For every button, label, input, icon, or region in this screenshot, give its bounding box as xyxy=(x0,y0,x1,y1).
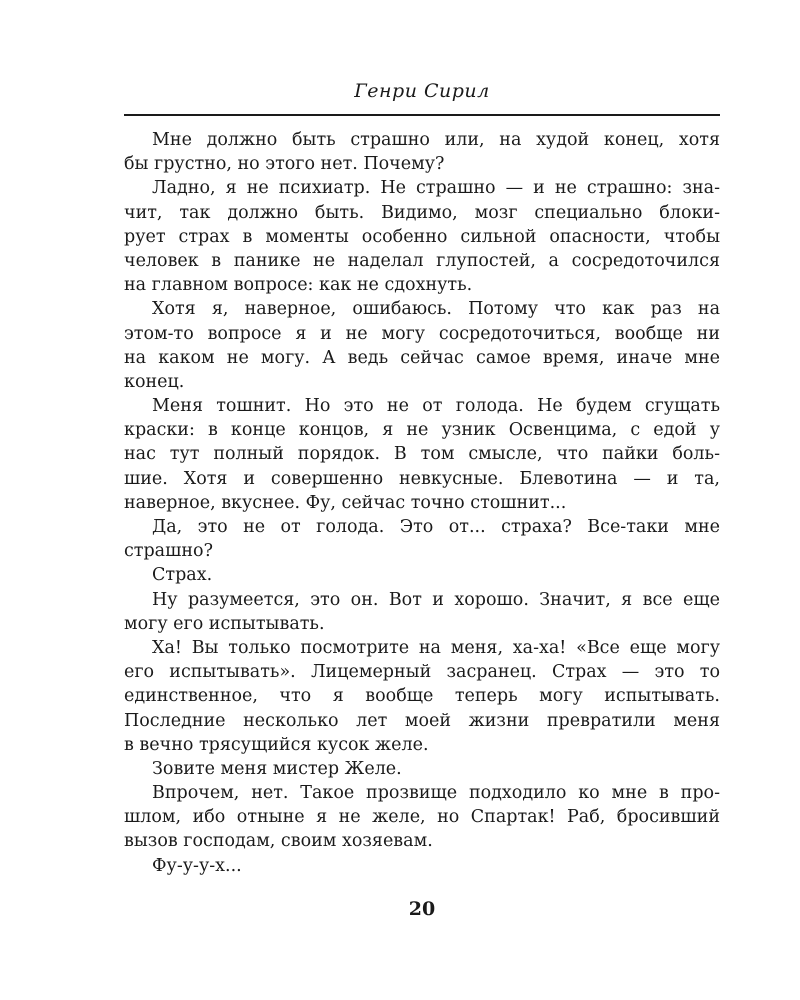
text-line: Да, это не от голода. Это от... страха? Все-таки мне xyxy=(152,517,720,537)
text-line: Впрочем, нет. Такое прозвище подходило ко мне в про- xyxy=(152,783,720,804)
header-rule xyxy=(124,114,720,116)
text-line: этом-то вопросе я и не могу сосредоточиться, вообще ни xyxy=(124,323,720,344)
text-line: Меня тошнит. Но это не от голода. Не будем сгущать xyxy=(152,396,720,417)
text-line: могу его испытывать. xyxy=(124,613,325,634)
text-line: чит, так должно быть. Видимо, мозг специально блоки- xyxy=(124,202,720,223)
text-line: нас тут полный порядок. В том смысле, что пайки боль- xyxy=(124,444,720,465)
text-line: страшно? xyxy=(124,541,213,562)
text-line: Зовите меня мистер Желе. xyxy=(152,758,402,779)
running-header-title: Генри Сирил xyxy=(354,80,490,102)
text-line: наверное, вкуснее. Фу, сейчас точно стошнит... xyxy=(124,492,567,513)
text-line: Фу-у-у-х... xyxy=(152,855,242,876)
text-line: Ладно, я не психиатр. Не страшно — и не страшно: зна- xyxy=(152,178,720,199)
text-line: бы грустно, но этого нет. Почему? xyxy=(124,154,445,175)
text-line: краски: в конце концов, я не узник Освенцима, с едой у xyxy=(124,420,720,441)
text-line: в вечно трясущийся кусок желе. xyxy=(124,734,429,755)
text-line: на главном вопросе: как не сдохнуть. xyxy=(124,275,473,296)
text-line: рует страх в моменты особенно сильной опасности, чтобы xyxy=(124,226,720,247)
text-line: Ну разумеется, это он. Вот и хорошо. Значит, я все еще xyxy=(152,589,720,610)
text-line: Ха! Вы только посмотрите на меня, ха-ха! «Все еще могу xyxy=(152,637,720,658)
text-line: вызов господам, своим хозяевам. xyxy=(124,831,433,852)
text-line: на каком не могу. А ведь сейчас самое время, иначе мне xyxy=(124,347,720,368)
text-line: Хотя я, наверное, ошибаюсь. Потому что как раз на xyxy=(152,299,720,320)
text-line: конец. xyxy=(124,371,185,392)
text-line: шие. Хотя и совершенно невкусные. Блевотина — и та, xyxy=(124,468,720,489)
text-line: человек в панике не наделал глупостей, а сосредоточился xyxy=(124,250,720,271)
text-line: Мне должно быть страшно или, на худой конец, хотя xyxy=(152,130,720,150)
body-text xyxy=(124,128,720,878)
text-line: его испытывать». Лицемерный засранец. Страх — это то xyxy=(124,662,720,683)
text-line: Страх. xyxy=(152,565,213,586)
page-number: 20 xyxy=(408,898,436,920)
text-line: шлом, ибо отныне я не желе, но Спартак! Раб, бросивший xyxy=(124,807,720,828)
text-line: единственное, что я вообще теперь могу испытывать. xyxy=(124,686,720,707)
text-line: Последние несколько лет моей жизни превратили меня xyxy=(124,710,720,731)
